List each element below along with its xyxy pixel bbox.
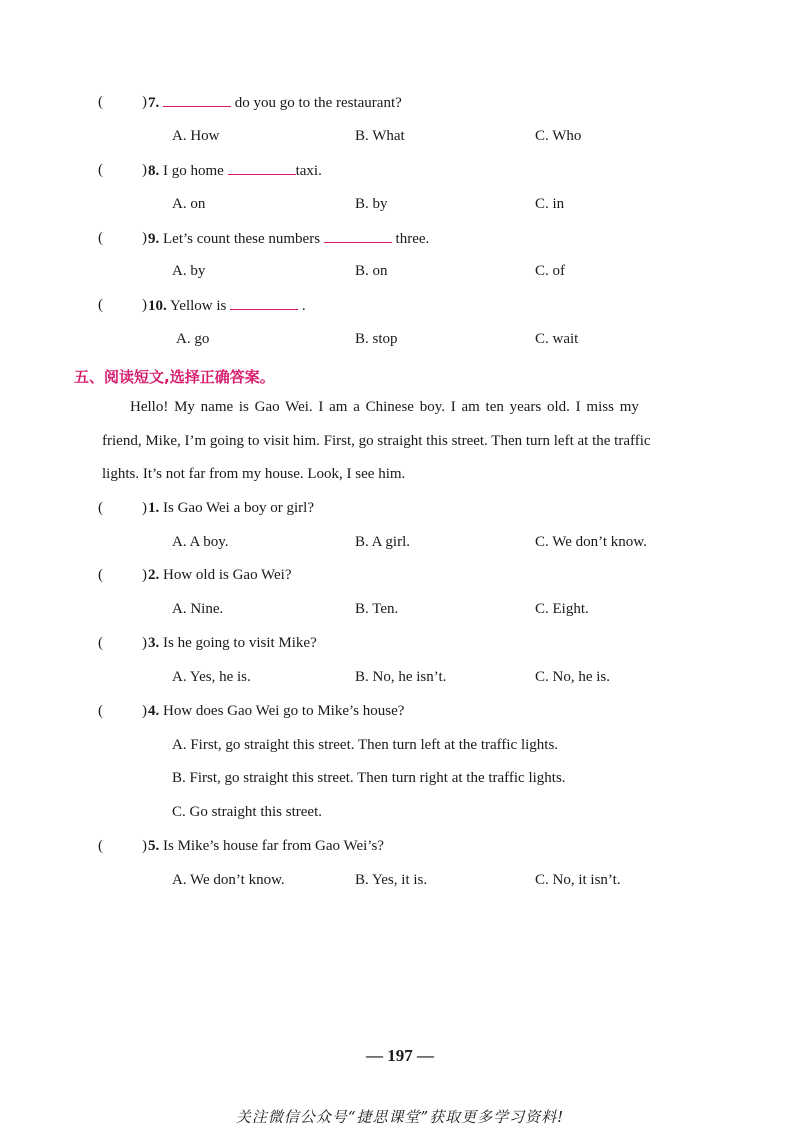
option-b[interactable]: B. stop: [355, 331, 398, 347]
answer-paren-close: ): [142, 162, 147, 178]
question-text: Is Gao Wei a boy or girl?: [163, 500, 314, 516]
option-a[interactable]: A. go: [176, 331, 210, 347]
answer-paren-close: ): [142, 94, 147, 110]
question-number: 10.: [148, 298, 167, 314]
question-10-text: [148, 297, 306, 315]
question-text-before: I go home: [163, 163, 224, 179]
option-a[interactable]: A. A boy.: [172, 534, 229, 550]
option-c[interactable]: C. No, it isn’t.: [535, 872, 621, 888]
option-a[interactable]: A. Yes, he is.: [172, 669, 251, 685]
answer-paren-open: (: [98, 94, 103, 110]
option-b[interactable]: B. No, he isn’t.: [355, 669, 447, 685]
question-number: 2.: [148, 567, 160, 583]
answer-paren-open: (: [98, 703, 103, 719]
question-number: 8.: [148, 163, 160, 179]
answer-paren-close: ): [142, 500, 147, 516]
option-a[interactable]: A. Nine.: [172, 601, 224, 617]
answer-paren-close: ): [142, 230, 147, 246]
question-text: How old is Gao Wei?: [163, 567, 292, 583]
option-c[interactable]: C. No, he is.: [535, 669, 610, 685]
answer-paren-close: ): [142, 838, 147, 854]
option-b[interactable]: B. on: [355, 263, 388, 279]
question-text: Is Mike’s house far from Gao Wei’s?: [163, 838, 384, 854]
option-c[interactable]: C. Go straight this street.: [172, 804, 322, 820]
reading-question-2-text: [148, 567, 292, 584]
answer-paren-open: (: [98, 567, 103, 583]
passage-line-3: lights. It’s not far from my house. Look, I see him.: [102, 466, 406, 482]
reading-question-5-text: [148, 838, 384, 855]
question-text-after: .: [301, 298, 306, 314]
answer-paren-open: (: [98, 162, 103, 178]
option-b[interactable]: B. by: [355, 196, 388, 212]
question-text-before: Let’s count these numbers: [163, 231, 321, 247]
answer-blank[interactable]: [324, 230, 392, 243]
option-b[interactable]: B. A girl.: [355, 534, 411, 550]
question-text: How does Gao Wei go to Mike’s house?: [163, 703, 405, 719]
answer-paren-close: ): [142, 297, 147, 313]
answer-paren-open: (: [98, 500, 103, 516]
question-number: 7.: [148, 95, 160, 111]
answer-blank[interactable]: [230, 297, 298, 310]
answer-paren-open: (: [98, 838, 103, 854]
question-number: 4.: [148, 703, 160, 719]
reading-question-4-text: [148, 703, 404, 720]
option-c[interactable]: C. of: [535, 263, 565, 279]
answer-paren-close: ): [142, 567, 147, 583]
option-a[interactable]: A. First, go straight this street. Then turn left at the traffic lights.: [172, 737, 559, 753]
answer-paren-close: ): [142, 635, 147, 651]
question-7-text: [148, 94, 402, 112]
page-number: — 197 —: [366, 1046, 434, 1065]
option-a[interactable]: A. on: [172, 196, 206, 212]
question-text-after: three.: [395, 231, 430, 247]
question-9-text: [148, 230, 429, 248]
passage-line-2: friend, Mike, I’m going to visit him. First, go straight this street. Then turn left at the traffic: [102, 433, 651, 449]
reading-question-1-text: [148, 500, 314, 517]
reading-question-3-text: [148, 635, 317, 652]
option-c[interactable]: C. in: [535, 196, 565, 212]
answer-paren-open: (: [98, 230, 103, 246]
footer-note: 关注微信公众号“捷思课堂”获取更多学习资料!: [235, 1108, 565, 1126]
question-number: 5.: [148, 838, 160, 854]
option-a[interactable]: A. We don’t know.: [172, 872, 285, 888]
option-c[interactable]: C. Eight.: [535, 601, 589, 617]
answer-paren-close: ): [142, 703, 147, 719]
passage-line-1: Hello! My name is Gao Wei. I am a Chinese boy. I am ten years old. I miss my: [130, 399, 639, 415]
question-text: Is he going to visit Mike?: [163, 635, 317, 651]
question-number: 1.: [148, 500, 160, 516]
question-8-text: [148, 162, 322, 180]
option-b[interactable]: B. First, go straight this street. Then turn right at the traffic lights.: [172, 770, 566, 786]
option-c[interactable]: C. We don’t know.: [535, 534, 647, 550]
question-text-after: taxi.: [295, 163, 322, 179]
option-b[interactable]: B. Yes, it is.: [355, 872, 428, 888]
option-c[interactable]: C. wait: [535, 331, 579, 347]
option-b[interactable]: B. What: [355, 128, 405, 144]
question-text-after: do you go to the restaurant?: [234, 95, 402, 111]
option-a[interactable]: A. How: [172, 128, 220, 144]
answer-blank[interactable]: [163, 94, 231, 107]
option-a[interactable]: A. by: [172, 263, 206, 279]
option-b[interactable]: B. Ten.: [355, 601, 399, 617]
question-text-before: Yellow is: [169, 298, 227, 314]
answer-paren-open: (: [98, 635, 103, 651]
answer-blank[interactable]: [228, 162, 296, 175]
answer-paren-open: (: [98, 297, 103, 313]
option-c[interactable]: C. Who: [535, 128, 582, 144]
section-title: 五、阅读短文,选择正确答案。: [74, 368, 275, 386]
question-number: 9.: [148, 231, 160, 247]
question-number: 3.: [148, 635, 160, 651]
